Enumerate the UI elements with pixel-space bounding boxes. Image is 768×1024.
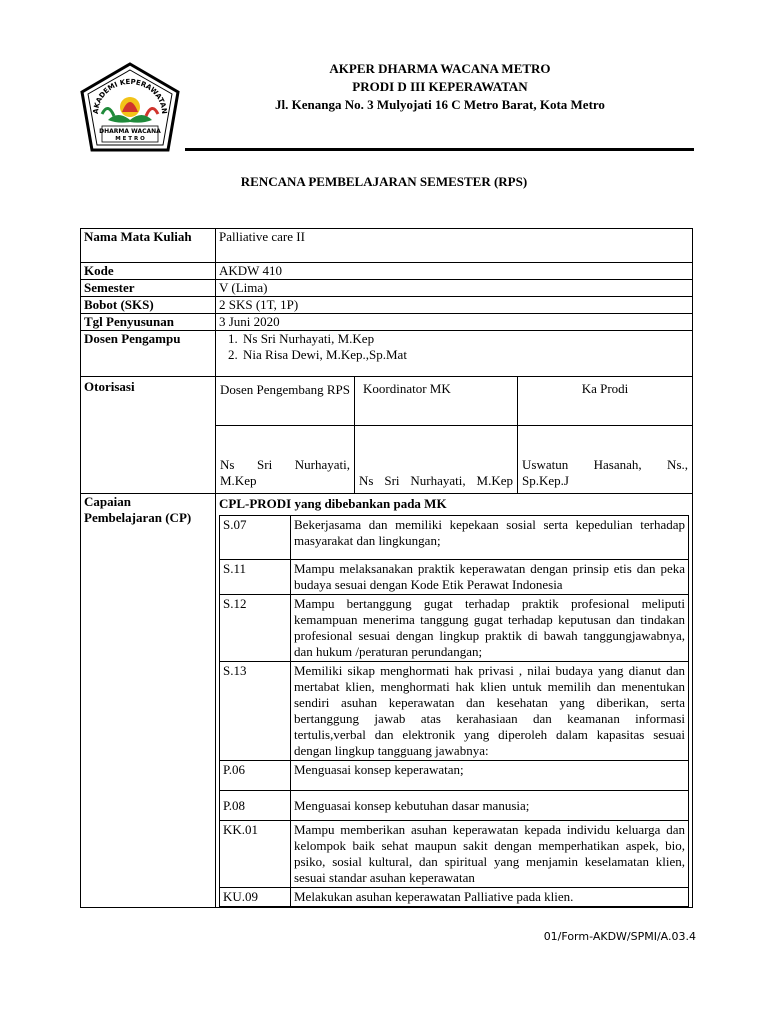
cpl-row [220, 560, 689, 595]
row-tgl [81, 314, 693, 331]
cpl-code: S.07 [220, 516, 291, 560]
label-otorisasi: Otorisasi [81, 377, 216, 494]
program-name: PRODI D III KEPERAWATAN [352, 79, 528, 94]
row-capaian [81, 494, 693, 908]
signer-name: Uswatun Hasanah, Ns., Sp.Kep.J [522, 457, 688, 488]
cpl-code: P.06 [220, 761, 291, 791]
dosen-item: 2. Nia Risa Dewi, M.Kep.,Sp.Mat [241, 347, 689, 363]
institution-address: Jl. Kenanga No. 3 Mulyojati 16 C Metro Barat, Kota Metro [275, 97, 605, 112]
logo-top-text: AKADEMI KEPERAWATAN [91, 77, 169, 115]
document-title: RENCANA PEMBELAJARAN SEMESTER (RPS) [240, 174, 528, 189]
cpl-desc: Mampu bertanggung gugat terhadap praktik profesional meliputi kemampuan menerima tanggung gugat terhadap keputusan dan tindakan profesional sesuai dengan lingkup praktik di bawah tanggungjawabnya, dan hukum /peraturan perundangan; [291, 595, 689, 662]
cpl-desc: Bekerjasama dan memiliki kepekaan sosial serta kepedulian terhadap masyarakat dan lingkungan; [291, 516, 689, 560]
cpl-desc: Mampu melaksanakan praktik keperawatan dengan prinsip etis dan peka budaya sesuai dengan Kode Etik Perawat Indonesia [291, 560, 689, 595]
label-tgl: Tgl Penyusunan [81, 314, 216, 331]
signer-ka-prodi [518, 425, 693, 493]
cpl-code: P.08 [220, 791, 291, 821]
signer-name: Ns Sri Nurhayati, M.Kep [220, 457, 350, 488]
dosen-list [219, 331, 689, 363]
signer-name: Ns Sri Nurhayati, M.Kep [359, 473, 513, 488]
value-semester: V (Lima) [216, 280, 693, 297]
cpl-row [220, 791, 689, 821]
value-dosen [216, 331, 693, 377]
rps-table [80, 228, 693, 908]
role-dosen-pengembang: Dosen Pengembang RPS [216, 377, 355, 425]
cpl-row [220, 888, 689, 907]
label-kode: Kode [81, 263, 216, 280]
cpl-desc: Menguasai konsep kebutuhan dasar manusia; [291, 791, 689, 821]
cpl-code: KU.09 [220, 888, 291, 907]
label-dosen: Dosen Pengampu [81, 331, 216, 377]
form-code: 01/Form-AKDW/SPMI/A.03.4 [543, 930, 696, 943]
label-bobot: Bobot (SKS) [81, 297, 216, 314]
cpl-table [219, 515, 689, 907]
row-otorisasi [81, 377, 693, 494]
label-capaian: Capaian Pembelajaran (CP) [81, 494, 216, 908]
signer-koordinator [355, 425, 518, 493]
label-nama-mk: Nama Mata Kuliah [81, 229, 216, 263]
cpl-desc: Mampu memberikan asuhan keperawatan kepada individu keluarga dan kelompok baik sehat maupun sakit dengan memperhatikan aspek, bio, psiko, sosial kultural, dan spiritual yang menjamin keselamatan klien, sesuai standar asuhan keperawatan [291, 821, 689, 888]
value-bobot: 2 SKS (1T, 1P) [216, 297, 693, 314]
institution-name: AKPER DHARMA WACANA METRO [329, 61, 551, 76]
cpl-desc: Melakukan asuhan keperawatan Palliative pada klien. [291, 888, 689, 907]
cpl-heading: CPL-PRODI yang dibebankan pada MK [219, 496, 447, 511]
row-dosen [81, 331, 693, 377]
cpl-code: S.11 [220, 560, 291, 595]
letterhead [190, 60, 690, 114]
dosen-item: 1. Ns Sri Nurhayati, M.Kep [241, 331, 689, 347]
value-nama-mk: Palliative care II [216, 229, 693, 263]
row-nama-mk [81, 229, 693, 263]
logo-bottom-text-2: M E T R O [115, 136, 145, 142]
role-koordinator: Koordinator MK [355, 377, 518, 425]
cpl-row [220, 821, 689, 888]
value-kode: AKDW 410 [216, 263, 693, 280]
capaian-cell [216, 494, 693, 908]
row-semester [81, 280, 693, 297]
label-semester: Semester [81, 280, 216, 297]
otorisasi-table [216, 377, 692, 493]
academy-logo [78, 62, 182, 154]
cpl-row [220, 662, 689, 761]
role-ka-prodi: Ka Prodi [518, 377, 693, 425]
cpl-code: S.12 [220, 595, 291, 662]
cpl-row [220, 516, 689, 560]
cpl-desc: Memiliki sikap menghormati hak privasi , nilai budaya yang dianut dan mertabat klien, menghormati hak klien untuk memilih dan menentukan sendiri asuhan keperawatan dan kesehatan yang diberikan, serta bertanggung jawab atas kerahasiaan dan keamanan informasi tertulis,verbal dan elektronik yang diperoleh dalam kapasitas sesuai dengan lingkup tangguang jawabnya: [291, 662, 689, 761]
cpl-desc: Menguasai konsep keperawatan; [291, 761, 689, 791]
cpl-code: KK.01 [220, 821, 291, 888]
value-tgl: 3 Juni 2020 [216, 314, 693, 331]
row-kode [81, 263, 693, 280]
otorisasi-cell [216, 377, 693, 494]
signer-dosen-pengembang [216, 425, 355, 493]
cpl-row [220, 761, 689, 791]
cpl-code: S.13 [220, 662, 291, 761]
row-bobot [81, 297, 693, 314]
cpl-row [220, 595, 689, 662]
logo-bottom-text-1: DHARMA WACANA [99, 128, 161, 135]
header-divider [185, 148, 694, 151]
